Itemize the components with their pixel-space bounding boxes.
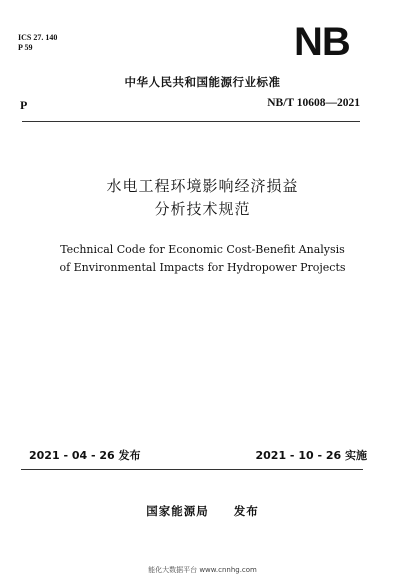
chinese-title	[0, 175, 405, 221]
bottom-divider	[21, 469, 363, 470]
chinese-title-line-1: 水电工程环境影响经济损益	[106, 177, 299, 195]
standard-type-heading: 中华人民共和国能源行业标准	[124, 75, 281, 89]
ics-code: ICS 27. 140	[18, 33, 58, 42]
implementation-date: 2021 - 10 - 26 实施	[255, 449, 367, 462]
watermark-text: 能化大数据平台 www.cnnhg.com	[148, 566, 257, 574]
standard-number: NB/T 10608—2021	[267, 97, 360, 109]
classification-code: P 59	[18, 43, 33, 52]
issue-date: 2021 - 04 - 26 发布	[29, 449, 141, 462]
english-title-line-2: of Environmental Impacts for Hydropower Projects	[59, 261, 346, 274]
chinese-title-line-2: 分析技术规范	[154, 200, 251, 218]
ics-classification-block	[18, 33, 57, 53]
nb-logo: NB	[294, 20, 350, 64]
top-divider	[22, 121, 360, 122]
english-title-line-1: Technical Code for Economic Cost-Benefit Analysis	[60, 243, 345, 256]
english-title	[0, 241, 405, 277]
issuing-authority: 国家能源局 发布	[146, 504, 259, 518]
category-letter: P	[20, 98, 28, 112]
